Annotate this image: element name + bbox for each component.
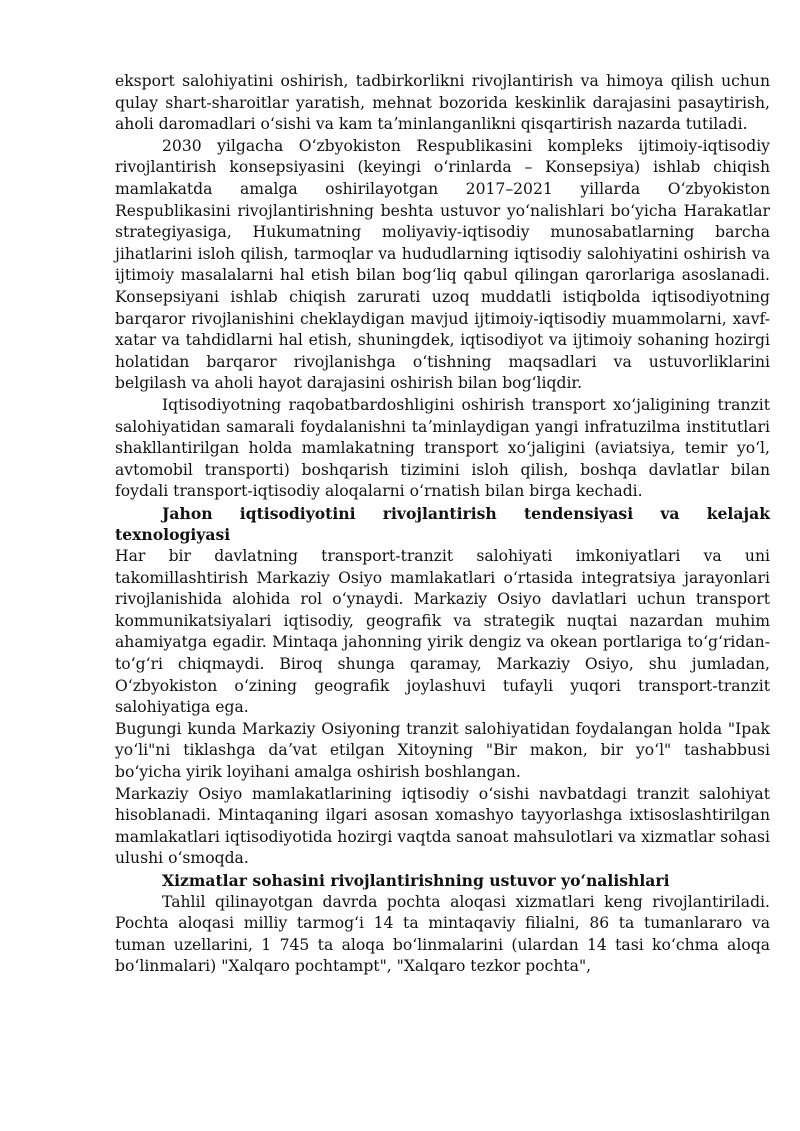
- paragraph: eksport salohiyatini oshirish, tadbirkorlikni rivojlantirish va himoya qilish uchun qulay shart-sharoitlar yaratish, mehnat bozorida keskinlik darajasini pasaytirish, aholi daromadlari oʻsishi va kam taʼminlanganlikni qisqartirish nazarda tutiladi.: [115, 72, 770, 134]
- paragraph: Bugungi kunda Markaziy Osiyoning tranzit salohiyatidan foydalangan holda "Ipak yoʻli"ni tiklashga daʼvat etilgan Xitoyning "Bir makon, bir yoʻl" tashabbusi boʻyicha yirik loyihani amalga oshirish boshlangan.: [115, 719, 770, 781]
- paragraph: Har bir davlatning transport-tranzit salohiyati imkoniyatlari va uni takomillashtirish Markaziy Osiyo mamlakatlari oʻrtasida integratsiya jarayonlari rivojlanishida alohida rol oʻynaydi. Markaziy Osiyo davlatlari uchun transport kommunikatsiyalari iqtisodiy, geografik va strategik nuqtai nazardan muhim ahamiyatga egadir. Mintaqa jahonning yirik dengiz va okean portlariga toʻgʻridan-toʻgʻri chiqmaydi. Biroq shunga qaramay, Markaziy Osiyo, shu jumladan, Oʻzbyokiston oʻzining geografik joylashuvi tufayli yuqori transport-tranzit salohiyatiga ega.: [115, 547, 770, 717]
- section-heading: Xizmatlar sohasini rivojlantirishning ustuvor yoʻnalishlari: [162, 870, 670, 890]
- section-heading: Jahon iqtisodiyotini rivojlantirish tendensiyasi va kelajak texnologiyasi: [115, 503, 770, 545]
- paragraph: Markaziy Osiyo mamlakatlarining iqtisodiy oʻsishi navbatdagi tranzit salohiyat hisoblanadi. Mintaqaning ilgari asosan xomashyo tayyorlashga ixtisoslashtirilgan mamlakatlari iqtisodiyotida hozirgi vaqtda sanoat mahsulotlari va xizmatlar sohasi ulushi oʻsmoqda.: [115, 784, 770, 868]
- paragraph: Iqtisodiyotning raqobatbardoshligini oshirish transport xoʻjaligining tranzit salohiyatidan samarali foydalanishni taʼminlaydigan yangi infratuzilma institutlari shakllantirilgan holda mamlakatning transport xoʻjaligini (aviatsiya, temir yoʻl, avtomobil transporti) boshqarish tizimini isloh qilish, boshqa davlatlar bilan foydali transport-iqtisodiy aloqalarni oʻrnatish bilan birga kechadi.: [115, 395, 770, 501]
- paragraph: 2030 yilgacha Oʻzbyokiston Respublikasini kompleks ijtimoiy-iqtisodiy rivojlantirish konsepsiyasini (keyingi oʻrinlarda – Konsepsiya) ishlab chiqish mamlakatda amalga oshirilayotgan 2017–2021 yillarda Oʻzbyokiston Respublikasini rivojlantirishning beshta ustuvor yoʻnalishlari boʻyicha Harakatlar strategiyasiga, Hukumatning moliyaviy-iqtisodiy munosabatlarning barcha jihatlarini isloh qilish, tarmoqlar va hududlarning iqtisodiy salohiyatini oshirish va ijtimoiy masalalarni hal etish bilan bogʻliq qabul qilingan qarorlariga asoslanadi. Konsepsiyani ishlab chiqish zarurati uzoq muddatli istiqbolda iqtisodiyotning barqaror rivojlanishini cheklaydigan mavjud ijtimoiy-iqtisodiy muammolarni, xavf-xatar va tahdidlarni hal etish, shuningdek, iqtisodiyot va ijtimoiy sohaning hozirgi holatidan barqaror rivojlanishga oʻtishning maqsadlari va ustuvorliklarini belgilash va aholi hayot darajasini oshirish bilan bogʻliqdir.: [115, 136, 770, 393]
- paragraph: Tahlil qilinayotgan davrda pochta aloqasi xizmatlari keng rivojlantiriladi. Pochta aloqasi milliy tarmogʻi 14 ta mintaqaviy filialni, 86 ta tumanlararo va tuman uzellarini, 1 745 ta aloqa boʻlinmalarini (ulardan 14 tasi koʻchma aloqa boʻlinmalari) "Xalqaro pochtampt", "Xalqaro tezkor pochta",: [115, 892, 770, 976]
- document-page: [115, 71, 770, 978]
